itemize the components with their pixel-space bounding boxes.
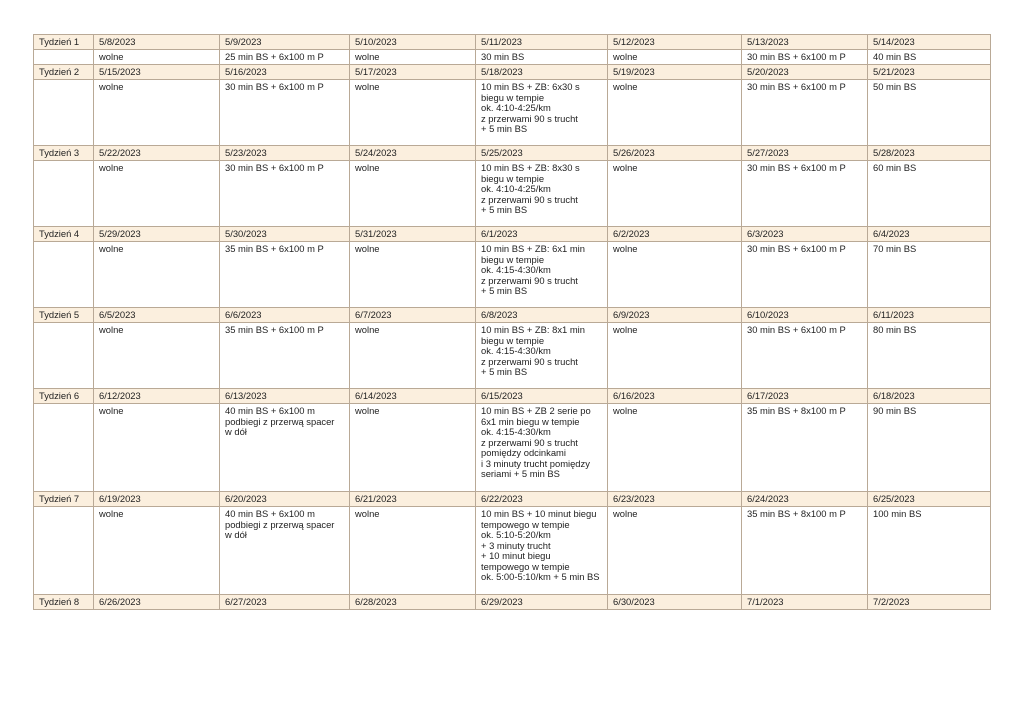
week-header-row — [34, 389, 991, 404]
workout-cell: wolne — [350, 80, 476, 146]
workout-cell: wolne — [94, 323, 220, 389]
date-cell: 6/6/2023 — [220, 308, 350, 323]
date-cell: 5/28/2023 — [868, 146, 991, 161]
date-cell: 6/21/2023 — [350, 492, 476, 507]
workout-row — [34, 161, 991, 227]
date-cell: 6/12/2023 — [94, 389, 220, 404]
workout-cell: 70 min BS — [868, 242, 991, 308]
date-cell: 5/23/2023 — [220, 146, 350, 161]
workout-cell: 80 min BS — [868, 323, 991, 389]
workout-cell: wolne — [608, 242, 742, 308]
date-cell: 6/18/2023 — [868, 389, 991, 404]
date-cell: 7/1/2023 — [742, 595, 868, 610]
week-header-row — [34, 65, 991, 80]
date-cell: 6/15/2023 — [476, 389, 608, 404]
workout-cell: 90 min BS — [868, 404, 991, 492]
date-cell: 6/7/2023 — [350, 308, 476, 323]
week-label: Tydzień 6 — [34, 389, 94, 404]
date-cell: 5/31/2023 — [350, 227, 476, 242]
date-cell: 6/28/2023 — [350, 595, 476, 610]
workout-cell: wolne — [94, 404, 220, 492]
workout-cell: wolne — [350, 404, 476, 492]
week-header-row — [34, 492, 991, 507]
date-cell: 5/20/2023 — [742, 65, 868, 80]
date-cell: 5/22/2023 — [94, 146, 220, 161]
workout-cell: wolne — [350, 507, 476, 595]
workout-row — [34, 80, 991, 146]
workout-cell: 25 min BS + 6x100 m P — [220, 50, 350, 65]
date-cell: 6/29/2023 — [476, 595, 608, 610]
workout-row — [34, 323, 991, 389]
date-cell: 6/1/2023 — [476, 227, 608, 242]
workout-cell: 35 min BS + 6x100 m P — [220, 323, 350, 389]
workout-cell: wolne — [350, 242, 476, 308]
date-cell: 6/16/2023 — [608, 389, 742, 404]
date-cell: 5/24/2023 — [350, 146, 476, 161]
date-cell: 6/10/2023 — [742, 308, 868, 323]
workout-cell: wolne — [608, 80, 742, 146]
date-cell: 6/5/2023 — [94, 308, 220, 323]
date-cell: 6/14/2023 — [350, 389, 476, 404]
workout-cell: 10 min BS + ZB 2 serie po 6x1 min biegu w tempie ok. 4:15-4:30/km z przerwami 90 s trucht pomiędzy odcinkami i 3 minuty trucht pomiędzy seriami + 5 min BS — [476, 404, 608, 492]
workout-cell: 30 min BS + 6x100 m P — [742, 80, 868, 146]
date-cell: 6/13/2023 — [220, 389, 350, 404]
date-cell: 5/13/2023 — [742, 35, 868, 50]
date-cell: 5/12/2023 — [608, 35, 742, 50]
workout-cell: 40 min BS + 6x100 m podbiegi z przerwą spacer w dół — [220, 507, 350, 595]
workout-cell: wolne — [608, 161, 742, 227]
week-header-row — [34, 146, 991, 161]
date-cell: 5/27/2023 — [742, 146, 868, 161]
week-label: Tydzień 1 — [34, 35, 94, 50]
workout-cell: wolne — [94, 50, 220, 65]
date-cell: 5/21/2023 — [868, 65, 991, 80]
date-cell: 6/19/2023 — [94, 492, 220, 507]
week-header-row — [34, 227, 991, 242]
date-cell: 6/11/2023 — [868, 308, 991, 323]
empty-cell — [34, 242, 94, 308]
date-cell: 6/22/2023 — [476, 492, 608, 507]
workout-cell: 30 min BS + 6x100 m P — [220, 161, 350, 227]
date-cell: 5/26/2023 — [608, 146, 742, 161]
date-cell: 5/17/2023 — [350, 65, 476, 80]
date-cell: 6/9/2023 — [608, 308, 742, 323]
workout-cell: wolne — [608, 404, 742, 492]
workout-cell: 30 min BS + 6x100 m P — [742, 50, 868, 65]
workout-cell: 30 min BS + 6x100 m P — [220, 80, 350, 146]
workout-cell: wolne — [94, 242, 220, 308]
date-cell: 7/2/2023 — [868, 595, 991, 610]
workout-cell: 50 min BS — [868, 80, 991, 146]
workout-cell: 10 min BS + ZB: 8x1 min biegu w tempie ok. 4:15-4:30/km z przerwami 90 s trucht + 5 min BS — [476, 323, 608, 389]
week-header-row — [34, 308, 991, 323]
workout-cell: 30 min BS + 6x100 m P — [742, 242, 868, 308]
workout-cell: 10 min BS + ZB: 8x30 s biegu w tempie ok. 4:10-4:25/km z przerwami 90 s trucht + 5 min BS — [476, 161, 608, 227]
date-cell: 6/27/2023 — [220, 595, 350, 610]
workout-cell: wolne — [608, 323, 742, 389]
empty-cell — [34, 323, 94, 389]
workout-cell: wolne — [608, 50, 742, 65]
date-cell: 6/30/2023 — [608, 595, 742, 610]
workout-cell: 60 min BS — [868, 161, 991, 227]
workout-cell: wolne — [350, 323, 476, 389]
workout-row — [34, 507, 991, 595]
week-header-row — [34, 595, 991, 610]
workout-cell: wolne — [94, 507, 220, 595]
date-cell: 5/8/2023 — [94, 35, 220, 50]
date-cell: 5/15/2023 — [94, 65, 220, 80]
week-label: Tydzień 7 — [34, 492, 94, 507]
week-label: Tydzień 4 — [34, 227, 94, 242]
date-cell: 6/17/2023 — [742, 389, 868, 404]
date-cell: 5/30/2023 — [220, 227, 350, 242]
date-cell: 6/3/2023 — [742, 227, 868, 242]
date-cell: 5/29/2023 — [94, 227, 220, 242]
date-cell: 5/10/2023 — [350, 35, 476, 50]
date-cell: 6/4/2023 — [868, 227, 991, 242]
date-cell: 6/24/2023 — [742, 492, 868, 507]
date-cell: 6/8/2023 — [476, 308, 608, 323]
date-cell: 5/25/2023 — [476, 146, 608, 161]
date-cell: 5/9/2023 — [220, 35, 350, 50]
training-plan-table — [33, 34, 991, 610]
workout-cell: 35 min BS + 8x100 m P — [742, 404, 868, 492]
workout-cell: wolne — [350, 161, 476, 227]
workout-row — [34, 50, 991, 65]
workout-cell: 40 min BS + 6x100 m podbiegi z przerwą spacer w dół — [220, 404, 350, 492]
empty-cell — [34, 50, 94, 65]
date-cell: 6/26/2023 — [94, 595, 220, 610]
date-cell: 6/2/2023 — [608, 227, 742, 242]
week-label: Tydzień 3 — [34, 146, 94, 161]
workout-cell: 30 min BS — [476, 50, 608, 65]
workout-cell: wolne — [350, 50, 476, 65]
week-label: Tydzień 8 — [34, 595, 94, 610]
empty-cell — [34, 404, 94, 492]
workout-cell: 40 min BS — [868, 50, 991, 65]
empty-cell — [34, 161, 94, 227]
week-label: Tydzień 5 — [34, 308, 94, 323]
empty-cell — [34, 80, 94, 146]
date-cell: 5/14/2023 — [868, 35, 991, 50]
empty-cell — [34, 507, 94, 595]
workout-cell: wolne — [608, 507, 742, 595]
workout-cell: 10 min BS + ZB: 6x1 min biegu w tempie ok. 4:15-4:30/km z przerwami 90 s trucht + 5 min BS — [476, 242, 608, 308]
date-cell: 6/20/2023 — [220, 492, 350, 507]
date-cell: 6/23/2023 — [608, 492, 742, 507]
workout-cell: 30 min BS + 6x100 m P — [742, 323, 868, 389]
workout-cell: 35 min BS + 6x100 m P — [220, 242, 350, 308]
workout-cell: 30 min BS + 6x100 m P — [742, 161, 868, 227]
date-cell: 5/18/2023 — [476, 65, 608, 80]
workout-cell: 10 min BS + ZB: 6x30 s biegu w tempie ok. 4:10-4:25/km z przerwami 90 s trucht + 5 min BS — [476, 80, 608, 146]
workout-cell: 100 min BS — [868, 507, 991, 595]
date-cell: 5/11/2023 — [476, 35, 608, 50]
date-cell: 6/25/2023 — [868, 492, 991, 507]
workout-cell: 10 min BS + 10 minut biegu tempowego w tempie ok. 5:10-5:20/km + 3 minuty trucht + 10 minut biegu tempowego w tempie ok. 5:00-5:10/km + 5 min BS — [476, 507, 608, 595]
workout-row — [34, 404, 991, 492]
workout-cell: wolne — [94, 161, 220, 227]
workout-row — [34, 242, 991, 308]
week-label: Tydzień 2 — [34, 65, 94, 80]
date-cell: 5/19/2023 — [608, 65, 742, 80]
date-cell: 5/16/2023 — [220, 65, 350, 80]
workout-cell: wolne — [94, 80, 220, 146]
workout-cell: 35 min BS + 8x100 m P — [742, 507, 868, 595]
week-header-row — [34, 35, 991, 50]
